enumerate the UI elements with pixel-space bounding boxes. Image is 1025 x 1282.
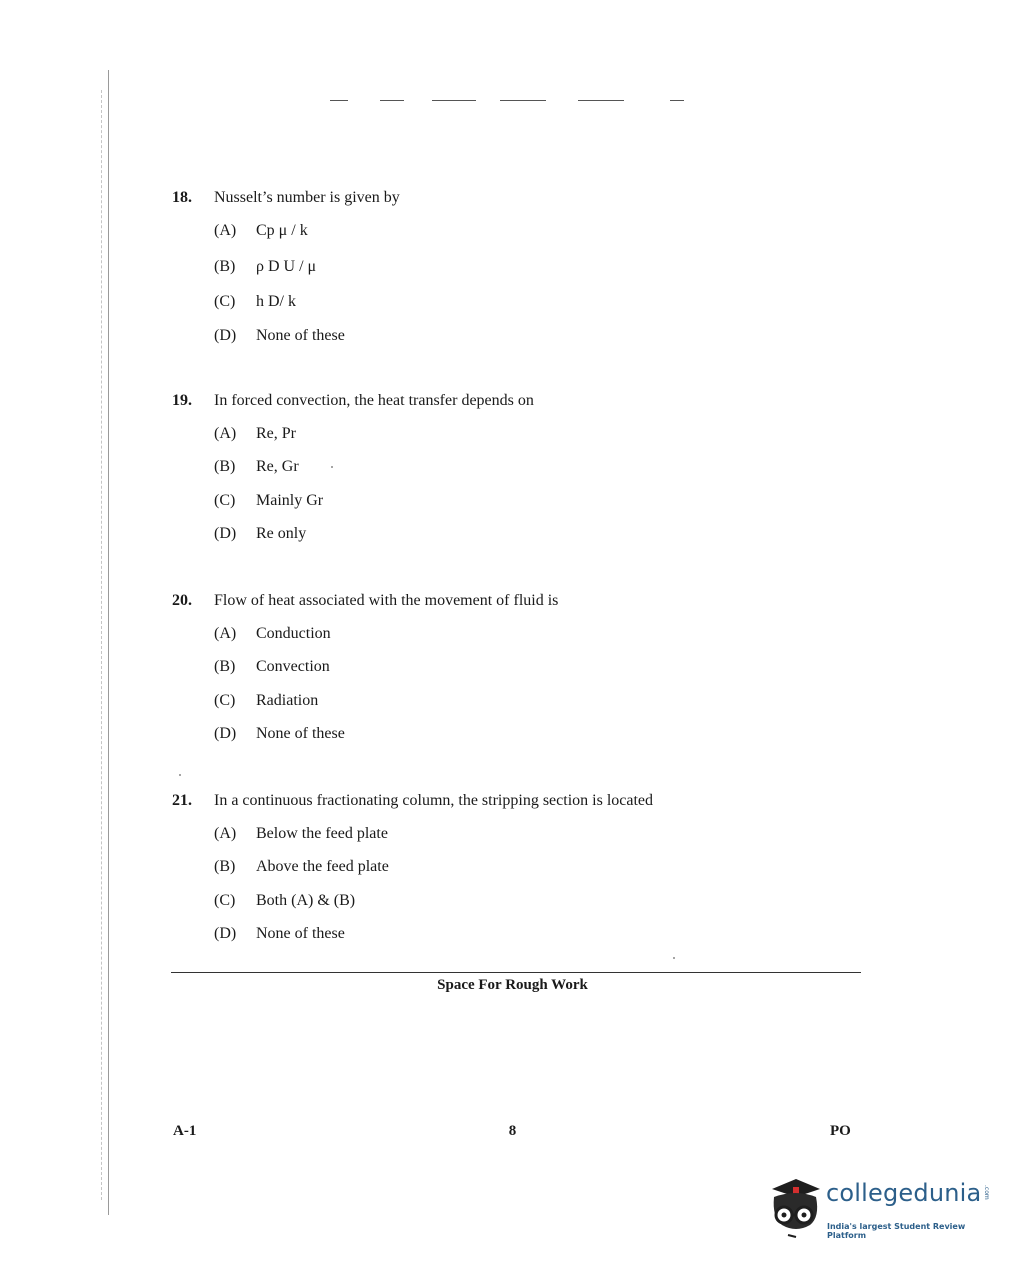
option-label: (C)	[214, 691, 236, 709]
option-label: (A)	[214, 222, 237, 239]
option-c	[172, 891, 872, 924]
option-b	[172, 457, 872, 490]
option-label: (A)	[214, 425, 237, 442]
question-text: In forced convection, the heat transfer depends on	[214, 392, 534, 409]
option-text: None of these	[256, 326, 345, 344]
option-a	[172, 424, 872, 457]
option-label: (B)	[214, 658, 236, 676]
option-d	[172, 924, 872, 957]
option-label: (B)	[214, 458, 236, 476]
scan-speck	[673, 957, 675, 959]
option-d	[172, 524, 872, 557]
left-margin-line	[108, 70, 109, 1215]
option-b	[172, 657, 872, 690]
header-dash	[380, 100, 404, 101]
mascot-icon	[766, 1173, 824, 1241]
option-text: Below the feed plate	[256, 825, 388, 842]
option-text: Both (A) & (B)	[256, 891, 356, 909]
option-a	[172, 624, 872, 657]
brand-tagline: India's largest Student Review Platform	[827, 1222, 966, 1240]
option-label: (C)	[214, 293, 236, 311]
page-number: 8	[508, 1123, 517, 1139]
option-text: Above the feed plate	[256, 858, 389, 876]
rough-work-divider	[171, 972, 861, 973]
option-text: ρ D U / μ	[256, 258, 317, 276]
header-dash	[500, 100, 546, 101]
option-a	[172, 824, 872, 857]
question-text: In a continuous fractionating column, the stripping section is located	[214, 792, 654, 809]
option-label: (C)	[214, 491, 236, 509]
option-label: (C)	[214, 891, 236, 909]
question-number: 18.	[172, 189, 192, 206]
option-label: (A)	[214, 625, 237, 642]
option-text: Radiation	[256, 691, 319, 709]
option-text: h D/ k	[256, 293, 296, 311]
option-text: Re, Pr	[256, 425, 296, 442]
subject-code: PO	[830, 1123, 851, 1139]
option-c	[172, 292, 872, 325]
paper-code: A-1	[173, 1123, 197, 1139]
option-text: Cp μ / k	[256, 222, 308, 239]
question-text: Nusselt’s number is given by	[214, 189, 400, 206]
question-19	[172, 391, 872, 557]
question-text: Flow of heat associated with the movement of fluid is	[214, 592, 559, 609]
question-20	[172, 591, 872, 757]
option-label: (D)	[214, 326, 237, 344]
question-number: 21.	[172, 792, 192, 809]
option-label: (D)	[214, 524, 237, 542]
scan-speck	[331, 466, 333, 468]
header-dash	[670, 100, 684, 101]
header-dash	[330, 100, 348, 101]
option-a	[172, 221, 872, 254]
option-d	[172, 326, 872, 359]
option-text: Re only	[256, 524, 307, 542]
option-label: (B)	[214, 858, 236, 876]
header-dash	[578, 100, 624, 101]
option-label: (B)	[214, 258, 236, 276]
question-number: 20.	[172, 592, 192, 609]
option-c	[172, 691, 872, 724]
option-b	[172, 257, 872, 295]
rough-work-heading: Space For Rough Work	[437, 977, 588, 993]
option-d	[172, 724, 872, 757]
option-text: Mainly Gr	[256, 491, 324, 509]
option-label: (A)	[214, 825, 237, 842]
brand-domain: .com	[983, 1185, 990, 1200]
option-text: None of these	[256, 724, 345, 742]
scan-speck	[179, 774, 181, 776]
left-margin-perforation	[101, 90, 102, 1200]
option-text: Re, Gr	[256, 458, 299, 476]
question-21	[172, 791, 872, 957]
option-text: Convection	[256, 658, 330, 676]
option-label: (D)	[214, 924, 237, 942]
option-c	[172, 491, 872, 524]
collegedunia-watermark	[766, 1173, 996, 1241]
option-label: (D)	[214, 724, 237, 742]
header-dash	[432, 100, 476, 101]
question-number: 19.	[172, 392, 192, 409]
brand-name: collegedunia	[826, 1179, 982, 1207]
option-b	[172, 857, 872, 890]
option-text: Conduction	[256, 625, 331, 642]
option-text: None of these	[256, 924, 345, 942]
question-18	[172, 188, 872, 359]
